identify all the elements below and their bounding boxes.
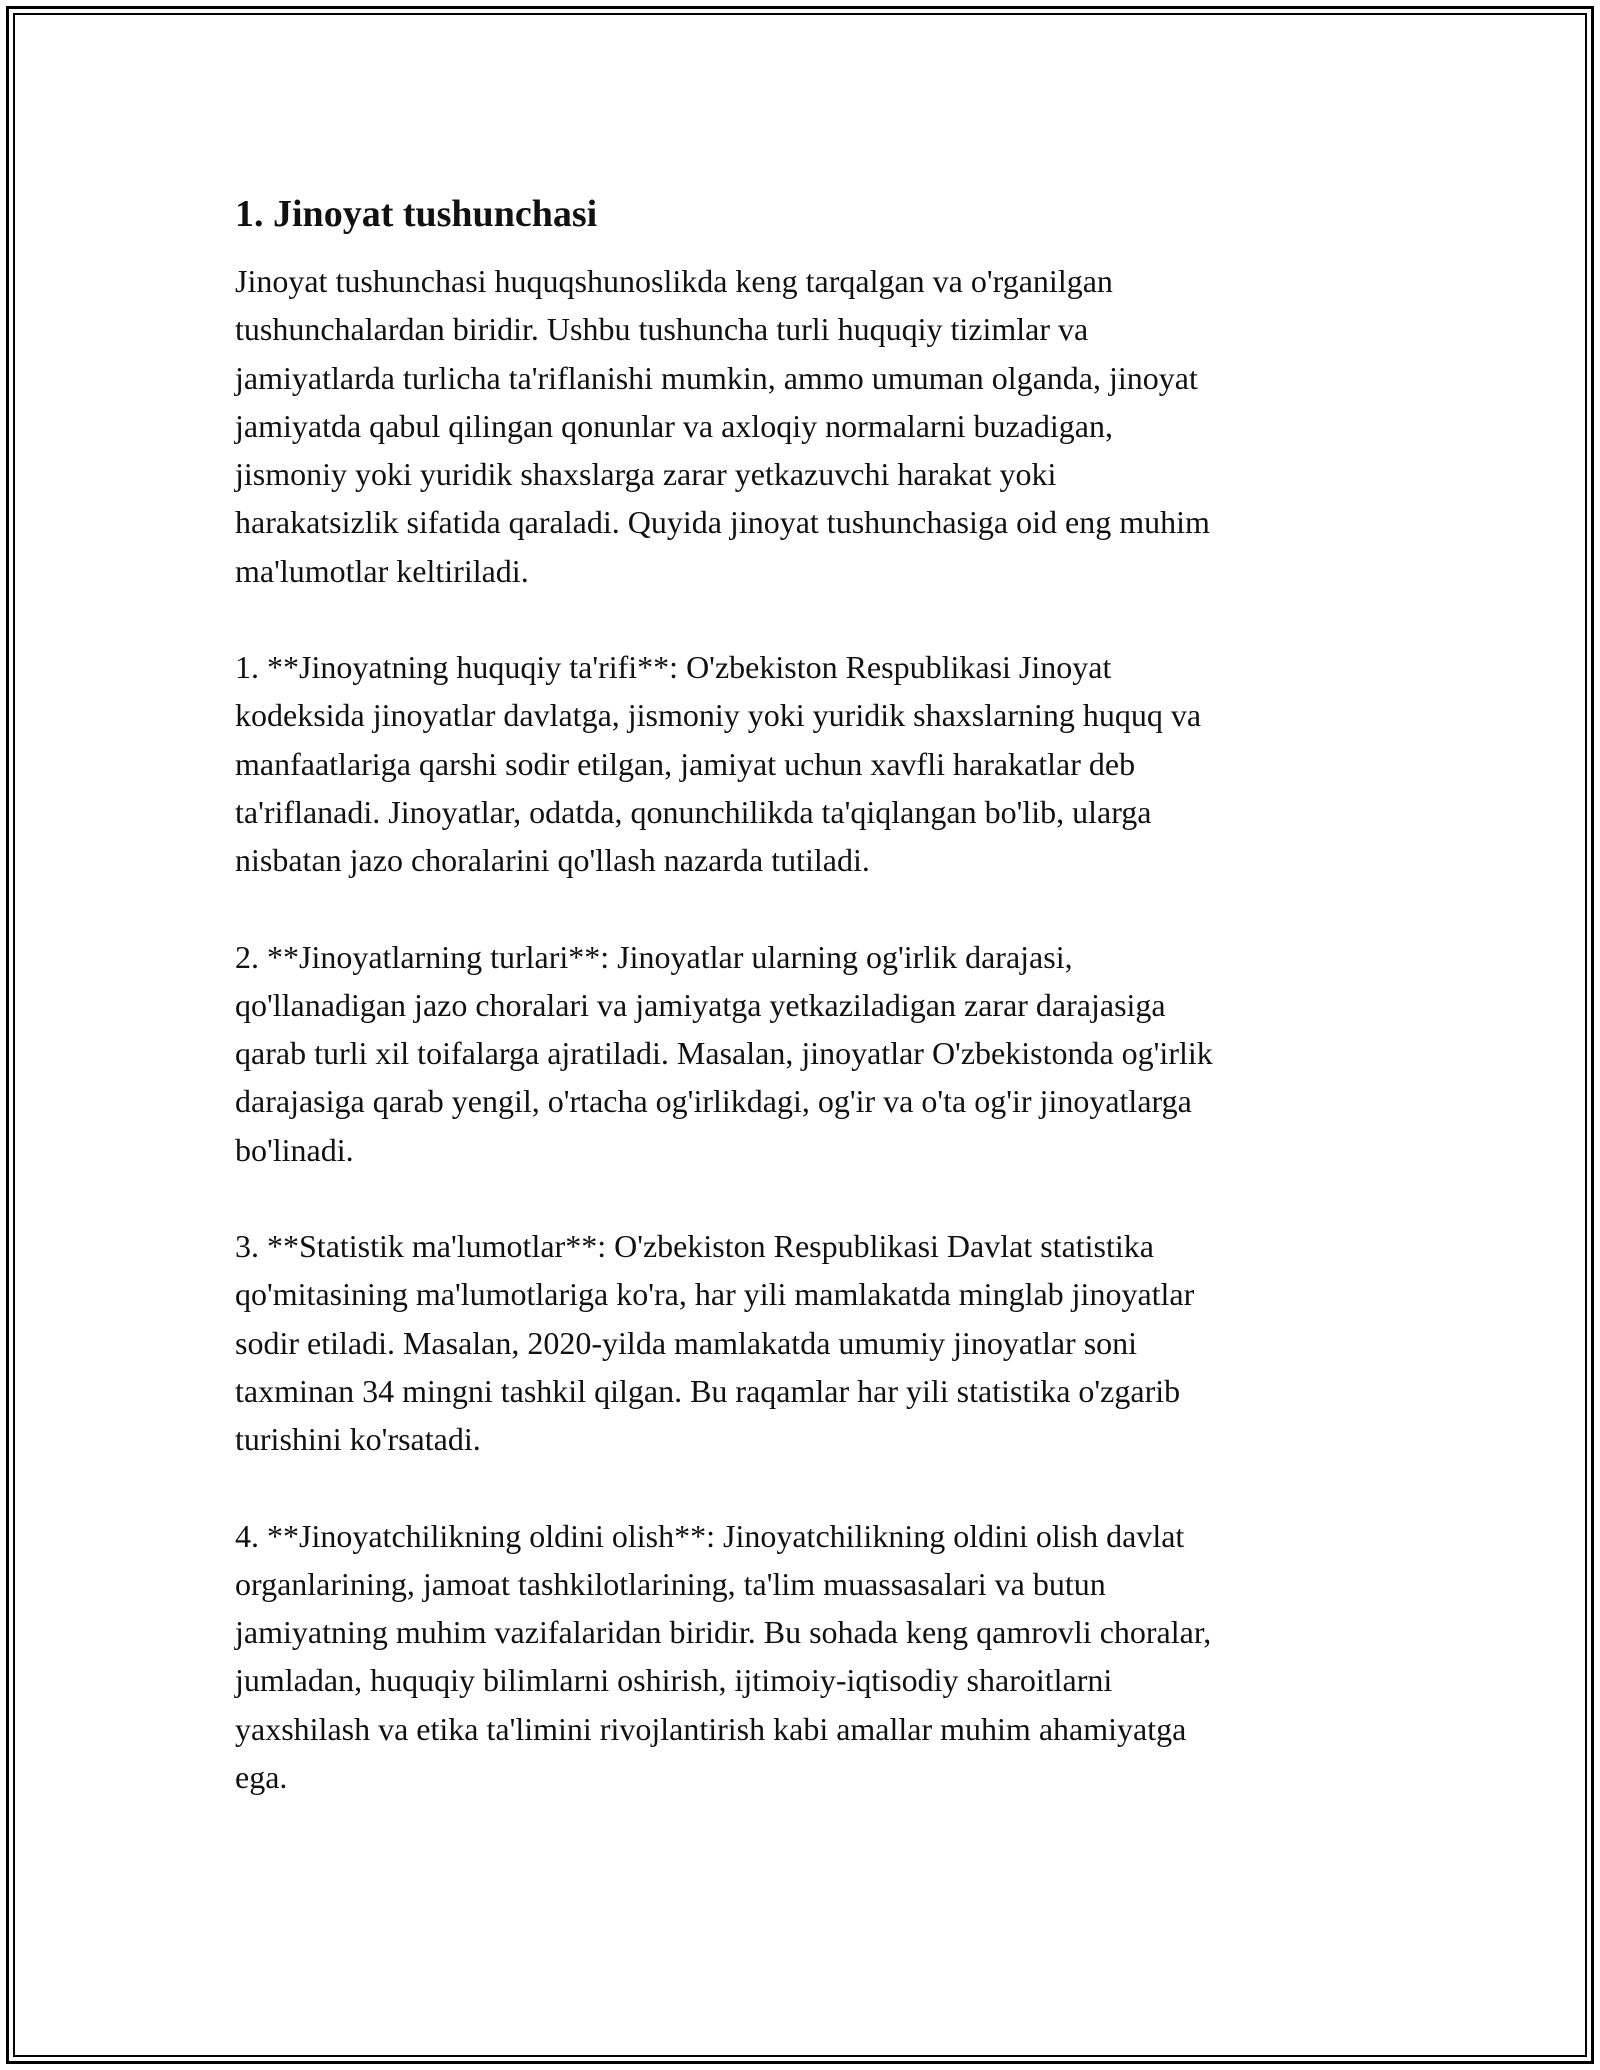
document-title: 1. Jinoyat tushunchasi	[235, 193, 598, 235]
paragraph-prevention: 4. **Jinoyatchilikning oldini olish**: Jinoyatchilikning oldini olish davlat organlarining, jamoat tashkilotlarining, ta'lim muassasalari va butun jamiyatning muhim vazifalaridan biridir. Bu sohada keng qamrovli choralar, jumladan, huquqiy bilimlarni oshirish, ijtimoiy-iqtisodiy sharoitlarni yaxshilash va etika ta'limini rivojlantirish kabi amallar muhim ahamiyatga ega.	[235, 1517, 1212, 1796]
document-body	[235, 185, 1375, 1801]
paragraph-legal-definition: 1. **Jinoyatning huquqiy ta'rifi**: O'zbekiston Respublikasi Jinoyat kodeksida jinoyatlar davlatga, jismoniy yoki yuridik shaxslarning huquq va manfaatlariga qarshi sodir etilgan, jamiyat uchun xavfli harakatlar deb ta'riflanadi. Jinoyatlar, odatda, qonunchilikda ta'qiqlangan bo'lib, ularga nisbatan jazo choralarini qo'llash nazarda tutiladi.	[235, 649, 1202, 879]
paragraph-crime-types: 2. **Jinoyatlarning turlari**: Jinoyatlar ularning og'irlik darajasi, qo'llanadigan jazo choralari va jamiyatga yetkaziladigan zarar darajasiga qarab turli xil toifalarga ajratiladi. Masalan, jinoyatlar O'zbekistonda og'irlik darajasiga qarab yengil, o'rtacha og'irlikdagi, og'ir va o'ta og'ir jinoyatlarga bo'linadi.	[235, 938, 1213, 1168]
intro-paragraph: Jinoyat tushunchasi huquqshunoslikda keng tarqalgan va o'rganilgan tushunchalardan biridir. Ushbu tushuncha turli huquqiy tizimlar va jamiyatlarda turlicha ta'riflanishi mumkin, ammo umuman olganda, jinoyat jamiyatda qabul qilingan qonunlar va axloqiy normalarni buzadigan, jismoniy yoki yuridik shaxslarga zarar yetkazuvchi harakat yoki harakatsizlik sifatida qaraladi. Quyida jinoyat tushunchasiga oid eng muhim ma'lumotlar keltiriladi.	[235, 263, 1210, 589]
paragraph-statistics: 3. **Statistik ma'lumotlar**: O'zbekiston Respublikasi Davlat statistika qo'mitasining ma'lumotlariga ko'ra, har yili mamlakatda minglab jinoyatlar sodir etiladi. Masalan, 2020-yilda mamlakatda umumiy jinoyatlar soni taxminan 34 mingni tashkil qilgan. Bu raqamlar har yili statistika o'zgarib turishini ko'rsatadi.	[235, 1228, 1195, 1458]
